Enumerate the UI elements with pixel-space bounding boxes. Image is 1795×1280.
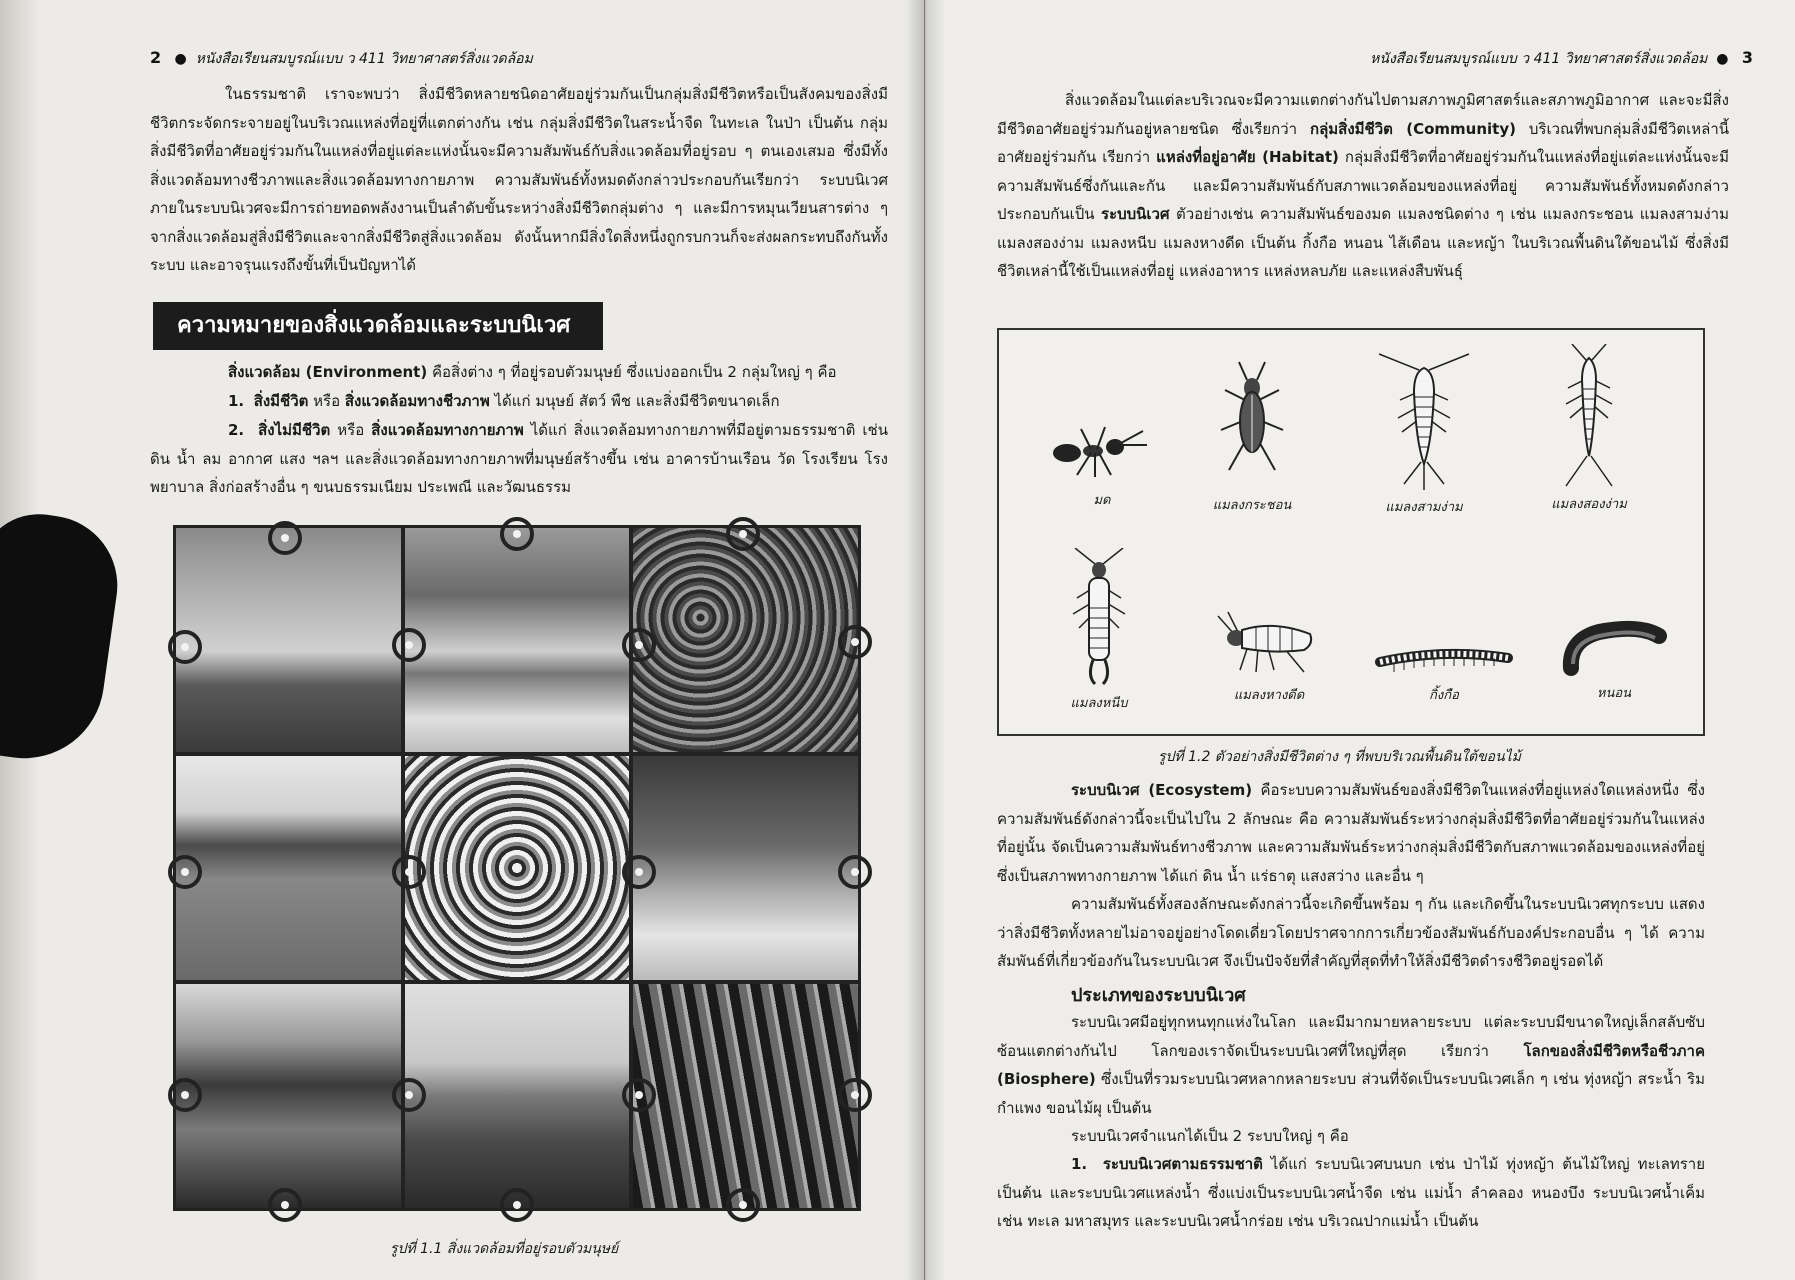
two-pronged-bristletail-icon xyxy=(1544,344,1634,489)
left-page-header xyxy=(150,48,533,70)
ant-icon xyxy=(1047,415,1157,485)
insect-figure xyxy=(997,328,1705,736)
community-paragraph xyxy=(997,86,1729,286)
term-biosphere: โลกของสิ่งมีชีวิตหรือชีวภาค (Biosphere) xyxy=(997,1041,1705,1088)
binder-ring-icon xyxy=(726,517,760,551)
intro-paragraph: ในธรรมชาติ เราจะพบว่า สิ่งมีชีวิตหลายชนิดอาศัยอยู่ร่วมกันเป็นกลุ่มสิ่งมีชีวิตหรือเป็นสังคมของสิ่งมีชีวิตกระจัดกระจายอยู่ในบริเวณแหล่งที่อยู่ที่แตกต่างกัน เช่น กลุ่มสิ่งมีชีวิตในสระน้ำจืด ในทะเล ในป่า เป็นต้น กลุ่มสิ่งมีชีวิตที่อาศัยอยู่ร่วมกันในแหล่งที่อยู่แต่ละแห่งนั้นจะมีความสัมพันธ์กับสิ่งแวดล้อมที่อยู่รอบ ๆ ตนเองเสมอ ซึ่งมีทั้งสิ่งแวดล้อมทางชีวภาพและสิ่งแวดล้อมทางกายภาพ ความสัมพันธ์ทั้งหมดดังกล่าวประกอบกันเรียกว่า ระบบนิเวศ ภายในระบบนิเวศจะมีการถ่ายทอดพลังงานเป็นลำดับขั้นระหว่างสิ่งมีชีวิตกลุ่มต่าง ๆ และมีการหมุนเวียนสารต่าง ๆ จากสิ่งแวดล้อมสู่สิ่งมีชีวิตและจากสิ่งมีชีวิตสู่สิ่งแวดล้อม ดังนั้นหากมีสิ่งใดสิ่งหนึ่งถูกรบกวนก็จะส่งผลกระทบถึงกันทั้งระบบ และอาจรุนแรงถึงขั้นที่เป็นปัญหาได้ xyxy=(150,85,888,274)
binder-ring-icon xyxy=(168,1078,202,1112)
insect-millipede xyxy=(1374,640,1514,705)
page-number: 2 xyxy=(150,48,162,67)
section-title: ความหมายของสิ่งแวดล้อมและระบบนิเวศ xyxy=(153,302,603,350)
item1-text: ได้แก่ มนุษย์ สัตว์ พืช และสิ่งมีชีวิตขนาดเล็ก xyxy=(489,392,780,410)
insect-worm xyxy=(1559,618,1669,703)
term-community: กลุ่มสิ่งมีชีวิต (Community) xyxy=(1310,119,1516,138)
p1-text-b: บริเวณที่พบกลุ่มสิ่งมีชีวิตเหล่านี้อาศัยอยู่ร่วมกัน เรียกว่า xyxy=(997,119,1730,166)
classification-line: ระบบนิเวศจำแนกได้เป็น 2 ระบบใหญ่ ๆ คือ xyxy=(1071,1127,1349,1145)
relationship-paragraph: ความสัมพันธ์ทั้งสองลักษณะดังกล่าวนี้จะเกิดขึ้นพร้อม ๆ กัน และเกิดขึ้นในระบบนิเวศทุกระบบ แสดงว่าสิ่งมีชีวิตทั้งหลายไม่อาจอยู่อย่างโดดเดี่ยวโดยปราศจากการเกี่ยวข้องสัมพันธ์กับองค์ประกอบอื่น ๆ ได้ ความสัมพันธ์ที่เกี่ยวข้องกันในระบบนิเวศ จึงเป็นปัจจัยที่สำคัญที่สุดที่ทำให้สิ่งมีชีวิตดำรงชีวิตอยู่รอดได้ xyxy=(997,895,1705,970)
binder-ring-icon xyxy=(838,625,872,659)
item2-text: ได้แก่ สิ่งแวดล้อมทางกายภาพที่มีอยู่ตามธรรมชาติ เช่น ดิน น้ำ ลม อากาศ แสง ฯลฯ และสิ่งแวดล้อมทางกายภาพที่มนุษย์สร้างขึ้น เช่น อาคารบ้านเรือน วัด โรงเรียน โรงพยาบาล สิ่งก่อสร้างอื่น ๆ ขนบธรรมเนียม ประเพณี และวัฒนธรรม xyxy=(150,421,888,496)
header-bullet: ● xyxy=(174,51,187,67)
binder-ring-icon xyxy=(168,855,202,889)
p6-text: ได้แก่ ระบบนิเวศบนบก เช่น ป่าไม้ ทุ่งหญ้า ต้นไม้ใหญ่ ทะเลทราย เป็นต้น และระบบนิเวศแหล่งน้ำ ซึ่งแบ่งเป็นระบบนิเวศน้ำจืด เช่น แม่น้ำ ลำคลอง หนองบึง ระบบนิเวศน้ำเค็ม เช่น ทะเล มหาสมุทร และระบบนิเวศน้ำกร่อย เช่น บริเวณปากแม่น้ำ เป็นต้น xyxy=(997,1155,1705,1230)
p4-text-a: ระบบนิเวศมีอยู่ทุกหนทุกแห่งในโลก และมีมากมายหลายระบบ แต่ละระบบมีขนาดใหญ่เล็กสลับซับซ้อนแตกต่างกันไป โลกของเราจัดเป็นระบบนิเวศที่ใหญ่ที่สุด เรียกว่า xyxy=(997,1013,1705,1060)
insect-label-two-pronged-bristletail: แมลงสองง่าม xyxy=(1551,497,1627,512)
springtail-icon xyxy=(1214,610,1324,680)
binder-ring-icon xyxy=(168,630,202,664)
photo-forest xyxy=(633,528,858,752)
natural-ecosystem-paragraph xyxy=(997,1150,1705,1236)
p1-text-a: สิ่งแวดล้อมในแต่ละบริเวณจะมีความแตกต่างกันไปตามสภาพภูมิศาสตร์และสภาพภูมิอากาศ และจะมีสิ่งมีชีวิตอาศัยอยู่ร่วมกันอยู่หลายชนิด ซึ่งเรียกว่า xyxy=(997,91,1729,138)
env-def-text: คือสิ่งต่าง ๆ ที่อยู่รอบตัวมนุษย์ ซึ่งแบ่งออกเป็น 2 กลุ่มใหญ่ ๆ คือ xyxy=(427,363,837,381)
p4-text-b: ซึ่งเป็นที่รวมระบบนิเวศหลากหลายระบบ ส่วนที่จัดเป็นระบบนิเวศเล็ก ๆ เช่น ทุ่งหญ้า สระน้ำ ริมกำแพง ขอนไม้ผุ เป็นต้น xyxy=(997,1070,1705,1117)
binder-ring-icon xyxy=(622,628,656,662)
binder-ring-icon xyxy=(392,628,426,662)
photo-city-skyline xyxy=(405,984,630,1208)
insect-label-ant: มด xyxy=(1093,493,1111,508)
term-ecosystem-en: ระบบนิเวศ (Ecosystem) xyxy=(1071,781,1253,799)
term-habitat: แหล่งที่อยู่อาศัย (Habitat) xyxy=(1156,148,1339,166)
silverfish-icon xyxy=(1374,352,1474,492)
p2-text: คือระบบความสัมพันธ์ของสิ่งมีชีวิตในแหล่งที่อยู่แหล่งใดแหล่งหนึ่ง ซึ่งความสัมพันธ์ดังกล่าวนี้จะเป็นไปใน 2 ลักษณะ คือ ความสัมพันธ์ระหว่างกลุ่มสิ่งมีชีวิตที่อาศัยอยู่ร่วมกันในแหล่งที่อยู่นั้น จัดเป็นความสัมพันธ์ทางชีวภาพ และความสัมพันธ์ระหว่างกลุ่มสิ่งมีชีวิตกับสภาพแวดล้อมของแหล่งที่อยู่ ซึ่งเป็นสภาพทางกายภาพ ได้แก่ ดิน น้ำ แร่ธาตุ แสงสว่าง และอื่น ๆ xyxy=(997,781,1705,885)
insect-label-earwig: แมลงหนีบ xyxy=(1070,696,1128,711)
insect-ant xyxy=(1047,415,1157,510)
p6-number: 1. xyxy=(1071,1155,1088,1173)
photo-crowd-people xyxy=(405,756,630,980)
figure-1-2-caption: รูปที่ 1.2 ตัวอย่างสิ่งมีชีวิตต่าง ๆ ที่พบบริเวณพื้นดินใต้ขอนไม้ xyxy=(1158,749,1521,765)
insect-label-silverfish: แมลงสามง่าม xyxy=(1385,500,1463,515)
biosphere-paragraph xyxy=(997,1008,1705,1122)
page-number: 3 xyxy=(1741,48,1753,67)
item1-term-a: สิ่งมีชีวิต xyxy=(253,392,309,410)
right-page-header xyxy=(1370,48,1753,70)
insect-mole-cricket xyxy=(1207,360,1297,515)
header-title: หนังสือเรียนสมบูรณ์แบบ ว 411 วิทยาศาสตร์สิ่งแวดล้อม xyxy=(1370,51,1708,67)
item1-term-b: สิ่งแวดล้อมทางชีวภาพ xyxy=(344,392,490,410)
photo-temple-ceremony xyxy=(633,984,858,1208)
insect-label-springtail: แมลงหางดีด xyxy=(1233,688,1305,703)
insect-label-millipede: กิ้งกือ xyxy=(1429,688,1459,703)
item2-term-a: สิ่งไม่มีชีวิต xyxy=(258,421,331,439)
worm-icon xyxy=(1559,618,1669,678)
p1-text-c: กลุ่มสิ่งมีชีวิตที่อาศัยอยู่ร่วมกันในแหล่งที่อยู่แต่ละแห่งนั้นจะมีความสัมพันธ์ซึ่งกันและกัน และมีความสัมพันธ์กับสภาพแวดล้อมของแหล่งที่อยู่ ความสัมพันธ์ทั้งหมดดังกล่าวประกอบกันเป็น xyxy=(997,148,1730,223)
insect-earwig xyxy=(1059,548,1139,713)
term-ecosystem: ระบบนิเวศ xyxy=(1101,205,1170,223)
insect-silverfish xyxy=(1374,352,1474,517)
thumb-holding-page xyxy=(0,506,126,768)
binder-ring-icon xyxy=(622,855,656,889)
photo-farmer-field xyxy=(176,756,401,980)
binder-ring-icon xyxy=(268,521,302,555)
insect-springtail xyxy=(1214,610,1324,705)
insect-two-pronged-bristletail xyxy=(1544,344,1634,514)
environment-photo-collage xyxy=(173,525,861,1211)
binder-ring-icon xyxy=(500,517,534,551)
binder-ring-icon xyxy=(392,855,426,889)
figure-1-1-caption: รูปที่ 1.1 สิ่งแวดล้อมที่อยู่รอบตัวมนุษย์ xyxy=(390,1241,619,1257)
binder-ring-icon xyxy=(838,855,872,889)
item1-number: 1. xyxy=(228,392,245,410)
item2-or: หรือ xyxy=(330,421,372,439)
binder-ring-icon xyxy=(726,1188,760,1222)
item2-term-b: สิ่งแวดล้อมทางกายภาพ xyxy=(371,421,524,439)
binder-ring-icon xyxy=(622,1078,656,1112)
millipede-icon xyxy=(1374,640,1514,680)
earwig-icon xyxy=(1059,548,1139,688)
p1-text-d: ตัวอย่างเช่น ความสัมพันธ์ของมด แมลงชนิดต่าง ๆ เช่น แมลงกระชอน แมลงสามง่าม แมลงสองง่าม แมลงหนีบ แมลงหางดีด เป็นต้น กิ้งกือ หนอน ไส้เดือน และหญ้า ในบริเวณพื้นดินใต้ขอนไม้ ซึ่งสิ่งมีชีวิตเหล่านี้ใช้เป็นแหล่งที่อยู่ แหล่งอาหาร แหล่งหลบภัย และแหล่งสืบพันธุ์ xyxy=(997,205,1729,280)
photo-market-harbor xyxy=(176,984,401,1208)
ecosystem-definition-paragraph xyxy=(997,776,1705,890)
binder-ring-icon xyxy=(500,1188,534,1222)
binder-ring-icon xyxy=(268,1188,302,1222)
environment-definition xyxy=(228,358,837,387)
list-item-living xyxy=(228,387,780,416)
item1-or: หรือ xyxy=(308,392,345,410)
photo-beach-umbrellas xyxy=(405,528,630,752)
photo-cloudy-sky-mountains xyxy=(176,528,401,752)
env-term: สิ่งแวดล้อม (Environment) xyxy=(228,363,428,381)
insect-label-worm: หนอน xyxy=(1596,686,1632,701)
binder-ring-icon xyxy=(392,1078,426,1112)
item2-number: 2. xyxy=(228,421,245,439)
binder-ring-icon xyxy=(838,1078,872,1112)
photo-animals-grazing xyxy=(633,756,858,980)
subhead-ecosystem-types: ประเภทของระบบนิเวศ xyxy=(1071,985,1246,1006)
header-title: หนังสือเรียนสมบูรณ์แบบ ว 411 วิทยาศาสตร์สิ่งแวดล้อม xyxy=(195,51,533,67)
insect-label-mole-cricket: แมลงกระชอน xyxy=(1212,498,1292,513)
header-bullet: ● xyxy=(1716,51,1729,67)
list-item-nonliving xyxy=(150,416,888,502)
term-natural-ecosystem: ระบบนิเวศตามธรรมชาติ xyxy=(1102,1155,1263,1173)
mole-cricket-icon xyxy=(1207,360,1297,490)
